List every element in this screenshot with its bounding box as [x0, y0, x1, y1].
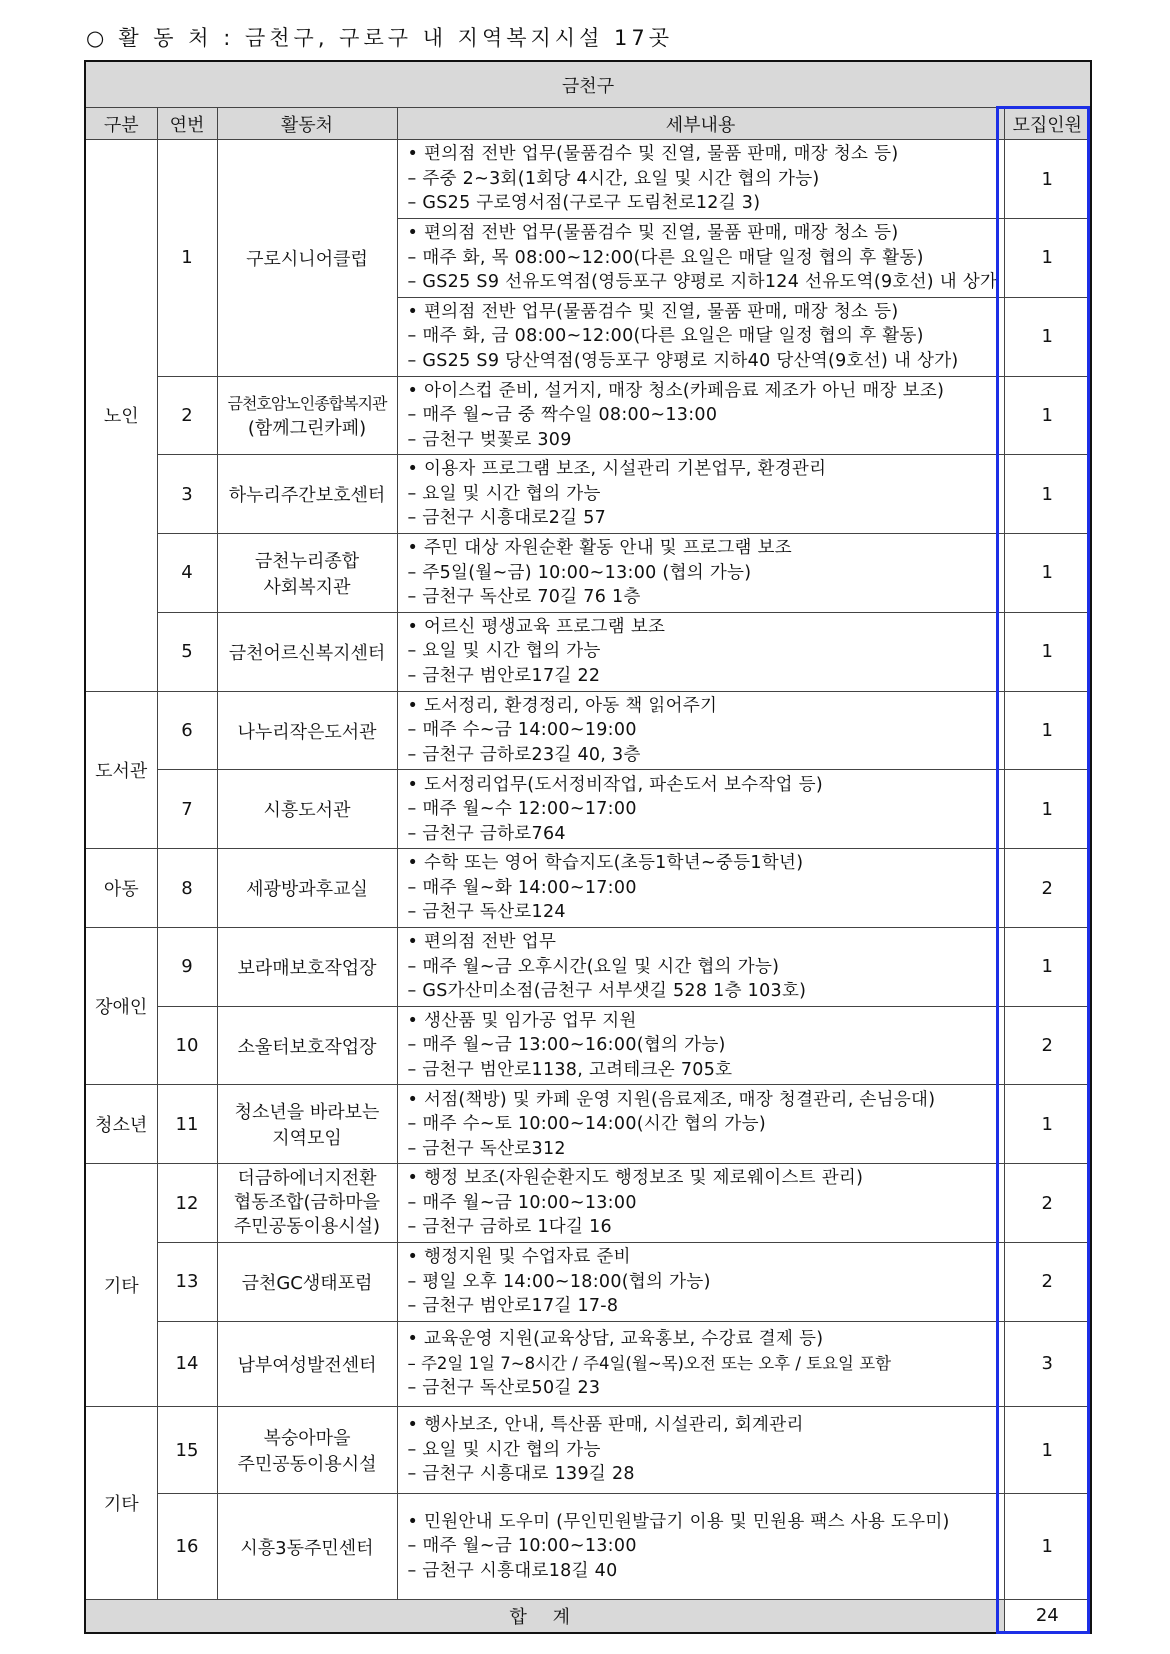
detail-cell	[397, 849, 1004, 928]
detail-line: • 행사보조, 안내, 특산품 판매, 시설관리, 회계관리	[407, 1415, 804, 1436]
place-line: 금천누리종합	[254, 550, 360, 572]
detail-line: • 편의점 전반 업무(물품검수 및 진열, 물품 판매, 매장 청소 등)	[407, 223, 899, 244]
detail-line: – 주5일(월~금) 10:00~13:00 (협의 가능)	[407, 562, 752, 583]
number-cell: 13	[157, 1242, 217, 1321]
place-cell	[217, 1494, 397, 1599]
detail-cell	[397, 534, 1004, 613]
category-cell: 기타	[85, 1407, 157, 1600]
detail-line: – 요일 및 시간 협의 가능	[407, 483, 601, 504]
recruit-cell: 1	[1004, 770, 1091, 849]
detail-cell	[397, 140, 1004, 219]
detail-line: – 금천구 범안로17길 22	[407, 665, 601, 686]
place-cell	[217, 612, 397, 691]
detail-cell	[397, 455, 1004, 534]
category-cell: 도서관	[85, 691, 157, 849]
place-line: 금천GC생태포럼	[241, 1272, 373, 1294]
table-row	[85, 140, 1091, 219]
place-line: 시흥도서관	[263, 800, 351, 822]
place-line: 세광방과후교실	[246, 879, 368, 901]
detail-line: – GS가산미소점(금천구 서부샛길 528 1층 103호)	[407, 981, 807, 1002]
recruit-cell: 1	[1004, 691, 1091, 770]
detail-cell	[397, 1407, 1004, 1494]
detail-line: – GS25 구로영서점(구로구 도림천로12길 3)	[407, 193, 761, 214]
detail-line: • 이용자 프로그램 보조, 시설관리 기본업무, 환경관리	[407, 459, 827, 480]
detail-line: – 매주 월~금 10:00~13:00	[407, 1192, 637, 1213]
category-cell: 기타	[85, 1164, 157, 1407]
table-row	[85, 770, 1091, 849]
place-cell	[217, 376, 397, 455]
detail-line: – 주2일 1일 7~8시간 / 주4일(월~목)오전 또는 오후 / 토요일 포함	[407, 1353, 892, 1373]
detail-line: – 금천구 금하로 1다길 16	[407, 1217, 612, 1238]
table-row	[85, 1494, 1091, 1599]
recruit-cell: 1	[1004, 455, 1091, 534]
section-heading	[86, 22, 673, 52]
detail-line: – 매주 수~금 14:00~19:00	[407, 720, 637, 741]
place-cell	[217, 534, 397, 613]
place-cell	[217, 140, 397, 376]
number-cell: 6	[157, 691, 217, 770]
detail-cell	[397, 770, 1004, 849]
place-line: 주민공동이용시설)	[233, 1216, 381, 1238]
table-row	[85, 1407, 1091, 1494]
detail-cell	[397, 691, 1004, 770]
place-cell	[217, 1407, 397, 1494]
place-cell	[217, 1085, 397, 1164]
table-row	[85, 1242, 1091, 1321]
activity-table	[84, 60, 1092, 1634]
recruit-cell: 1	[1004, 612, 1091, 691]
place-line: 사회복지관	[263, 576, 351, 598]
place-cell	[217, 770, 397, 849]
detail-line: – 금천구 독산로312	[407, 1138, 566, 1159]
detail-line: • 행정 보조(자원순환지도 행정보조 및 제로웨이스트 관리)	[407, 1168, 864, 1189]
recruit-cell: 1	[1004, 534, 1091, 613]
recruit-cell: 3	[1004, 1321, 1091, 1406]
total-row	[85, 1599, 1091, 1633]
table-row	[85, 927, 1091, 1006]
detail-line: • 편의점 전반 업무(물품검수 및 진열, 물품 판매, 매장 청소 등)	[407, 301, 899, 322]
number-cell: 16	[157, 1494, 217, 1599]
place-line: 나누리작은도서관	[237, 721, 377, 743]
detail-line: – 매주 월~금 10:00~13:00	[407, 1536, 637, 1557]
detail-line: – 매주 수~토 10:00~14:00(시간 협의 가능)	[407, 1114, 766, 1135]
place-line: 하누리주간보호센터	[228, 485, 386, 507]
place-line: 주민공동이용시설	[237, 1454, 377, 1476]
detail-line: – GS25 S9 선유도역점(영등포구 양평로 지하124 선유도역(9호선) 내 상가	[407, 272, 998, 293]
detail-line: • 편의점 전반 업무	[407, 932, 557, 953]
place-cell	[217, 927, 397, 1006]
detail-cell	[397, 1085, 1004, 1164]
detail-line: • 편의점 전반 업무(물품검수 및 진열, 물품 판매, 매장 청소 등)	[407, 144, 899, 165]
place-line: 복숭아마을	[263, 1428, 351, 1450]
table-row	[85, 455, 1091, 534]
table-row	[85, 849, 1091, 928]
detail-line: • 생산품 및 임가공 업무 지원	[407, 1010, 637, 1031]
place-cell	[217, 1321, 397, 1406]
number-cell: 5	[157, 612, 217, 691]
detail-line: • 도서정리업무(도서정비작업, 파손도서 보수작업 등)	[407, 774, 823, 795]
place-line: 소울터보호작업장	[237, 1036, 377, 1058]
detail-line: • 민원안내 도우미 (무인민원발급기 이용 및 민원용 팩스 사용 도우미)	[407, 1511, 950, 1532]
table-row	[85, 376, 1091, 455]
place-cell	[217, 455, 397, 534]
number-cell: 4	[157, 534, 217, 613]
total-label: 합 계	[85, 1599, 1004, 1633]
detail-cell	[397, 1006, 1004, 1085]
number-cell: 15	[157, 1407, 217, 1494]
place-cell	[217, 691, 397, 770]
place-line: 지역모임	[272, 1128, 342, 1150]
detail-cell	[397, 1494, 1004, 1599]
recruit-cell: 1	[1004, 1494, 1091, 1599]
detail-cell	[397, 1242, 1004, 1321]
number-cell: 9	[157, 927, 217, 1006]
column-header-category: 구분	[85, 108, 157, 140]
detail-line: – 매주 월~금 13:00~16:00(협의 가능)	[407, 1035, 726, 1056]
place-line: 더금하에너지전환	[237, 1168, 377, 1190]
recruit-cell: 2	[1004, 1242, 1091, 1321]
place-line: 금천호암노인종합복지관	[227, 393, 387, 413]
number-cell: 3	[157, 455, 217, 534]
detail-line: – 금천구 금하로764	[407, 823, 566, 844]
recruit-cell: 1	[1004, 297, 1091, 376]
detail-line: – GS25 S9 당산역점(영등포구 양평로 지하40 당산역(9호선) 내 상가)	[407, 350, 959, 371]
place-cell	[217, 1242, 397, 1321]
place-line: 보라매보호작업장	[237, 957, 377, 979]
detail-line: • 행정지원 및 수업자료 준비	[407, 1247, 631, 1268]
place-line: 금천어르신복지센터	[228, 642, 386, 664]
table-row	[85, 691, 1091, 770]
category-cell: 청소년	[85, 1085, 157, 1164]
detail-line: – 매주 월~금 오후시간(요일 및 시간 협의 가능)	[407, 956, 780, 977]
table-row	[85, 534, 1091, 613]
detail-line: • 주민 대상 자원순환 활동 안내 및 프로그램 보조	[407, 538, 792, 559]
column-header-number: 연번	[157, 108, 217, 140]
detail-line: – 매주 화, 목 08:00~12:00(다른 요일은 매달 일정 협의 후 활동)	[407, 247, 924, 268]
number-cell: 2	[157, 376, 217, 455]
recruit-cell: 2	[1004, 849, 1091, 928]
place-line: (함께그린카페)	[247, 417, 367, 439]
detail-line: – 금천구 시흥대로 139길 28	[407, 1464, 635, 1485]
recruit-cell: 1	[1004, 927, 1091, 1006]
place-cell	[217, 849, 397, 928]
heading-text: 활 동 처 : 금천구, 구로구 내 지역복지시설 17곳	[118, 26, 674, 50]
detail-line: – 금천구 금하로23길 40, 3층	[407, 744, 641, 765]
detail-line: – 매주 월~화 14:00~17:00	[407, 877, 637, 898]
number-cell: 1	[157, 140, 217, 376]
number-cell: 12	[157, 1164, 217, 1243]
table-row	[85, 1321, 1091, 1406]
detail-line: • 수학 또는 영어 학습지도(초등1학년~중등1학년)	[407, 853, 804, 874]
detail-line: – 요일 및 시간 협의 가능	[407, 1439, 601, 1460]
column-header-place: 활동처	[217, 108, 397, 140]
recruit-cell: 1	[1004, 376, 1091, 455]
detail-line: – 요일 및 시간 협의 가능	[407, 641, 601, 662]
table-row	[85, 612, 1091, 691]
detail-cell	[397, 297, 1004, 376]
recruit-cell: 1	[1004, 1407, 1091, 1494]
category-cell: 노인	[85, 140, 157, 691]
detail-cell	[397, 927, 1004, 1006]
detail-cell	[397, 1164, 1004, 1243]
total-value: 24	[1004, 1599, 1091, 1633]
place-line: 협동조합(금하마을	[233, 1192, 381, 1214]
number-cell: 8	[157, 849, 217, 928]
column-header-recruit: 모집인원	[1004, 108, 1091, 140]
detail-line: • 도서정리, 환경정리, 아동 책 읽어주기	[407, 695, 718, 716]
detail-line: – 금천구 독산로 70길 76 1층	[407, 587, 641, 608]
region-title: 금천구	[85, 61, 1091, 108]
detail-line: • 교육운영 지원(교육상담, 교육홍보, 수강료 결제 등)	[407, 1329, 824, 1350]
table-row	[85, 1164, 1091, 1243]
place-line: 구로시니어클럽	[246, 248, 368, 270]
detail-line: – 금천구 시흥대로18길 40	[407, 1560, 618, 1581]
detail-cell	[397, 219, 1004, 298]
place-line: 청소년을 바라보는	[234, 1102, 380, 1124]
detail-line: – 매주 화, 금 08:00~12:00(다른 요일은 매달 일정 협의 후 활동)	[407, 326, 924, 347]
recruit-cell: 1	[1004, 1085, 1091, 1164]
detail-cell	[397, 376, 1004, 455]
category-cell: 아동	[85, 849, 157, 928]
table-row	[85, 1085, 1091, 1164]
recruit-cell: 2	[1004, 1006, 1091, 1085]
circle-bullet-icon: ○	[86, 26, 109, 50]
detail-line: • 아이스컵 준비, 설거지, 매장 청소(카페음료 제조가 아닌 매장 보조)	[407, 380, 945, 401]
detail-line: – 금천구 범안로1138, 고려테크온 705호	[407, 1059, 733, 1080]
detail-line: • 어르신 평생교육 프로그램 보조	[407, 616, 666, 637]
number-cell: 14	[157, 1321, 217, 1406]
place-cell	[217, 1006, 397, 1085]
table-header	[85, 108, 1091, 140]
detail-line: – 매주 월~금 중 짝수일 08:00~13:00	[407, 405, 718, 426]
recruit-cell: 1	[1004, 140, 1091, 219]
detail-cell	[397, 612, 1004, 691]
number-cell: 7	[157, 770, 217, 849]
place-cell	[217, 1164, 397, 1243]
recruit-cell: 2	[1004, 1164, 1091, 1243]
detail-cell	[397, 1321, 1004, 1406]
category-cell: 장애인	[85, 927, 157, 1085]
detail-line: – 금천구 벚꽃로 309	[407, 429, 572, 450]
place-line: 시흥3동주민센터	[240, 1537, 374, 1559]
number-cell: 11	[157, 1085, 217, 1164]
detail-line: – 매주 월~수 12:00~17:00	[407, 799, 637, 820]
table-row	[85, 1006, 1091, 1085]
detail-line: – 평일 오후 14:00~18:00(협의 가능)	[407, 1271, 711, 1292]
number-cell: 10	[157, 1006, 217, 1085]
recruit-cell: 1	[1004, 219, 1091, 298]
column-header-detail: 세부내용	[397, 108, 1004, 140]
detail-line: – 금천구 독산로124	[407, 902, 566, 923]
place-line: 남부여성발전센터	[237, 1354, 377, 1376]
detail-line: – 금천구 독산로50길 23	[407, 1378, 601, 1399]
detail-line: – 주중 2~3회(1회당 4시간, 요일 및 시간 협의 가능)	[407, 168, 820, 189]
detail-line: – 금천구 범안로17길 17-8	[407, 1296, 619, 1317]
detail-line: • 서점(책방) 및 카페 운영 지원(음료제조, 매장 청결관리, 손님응대)	[407, 1089, 936, 1110]
detail-line: – 금천구 시흥대로2길 57	[407, 508, 607, 529]
